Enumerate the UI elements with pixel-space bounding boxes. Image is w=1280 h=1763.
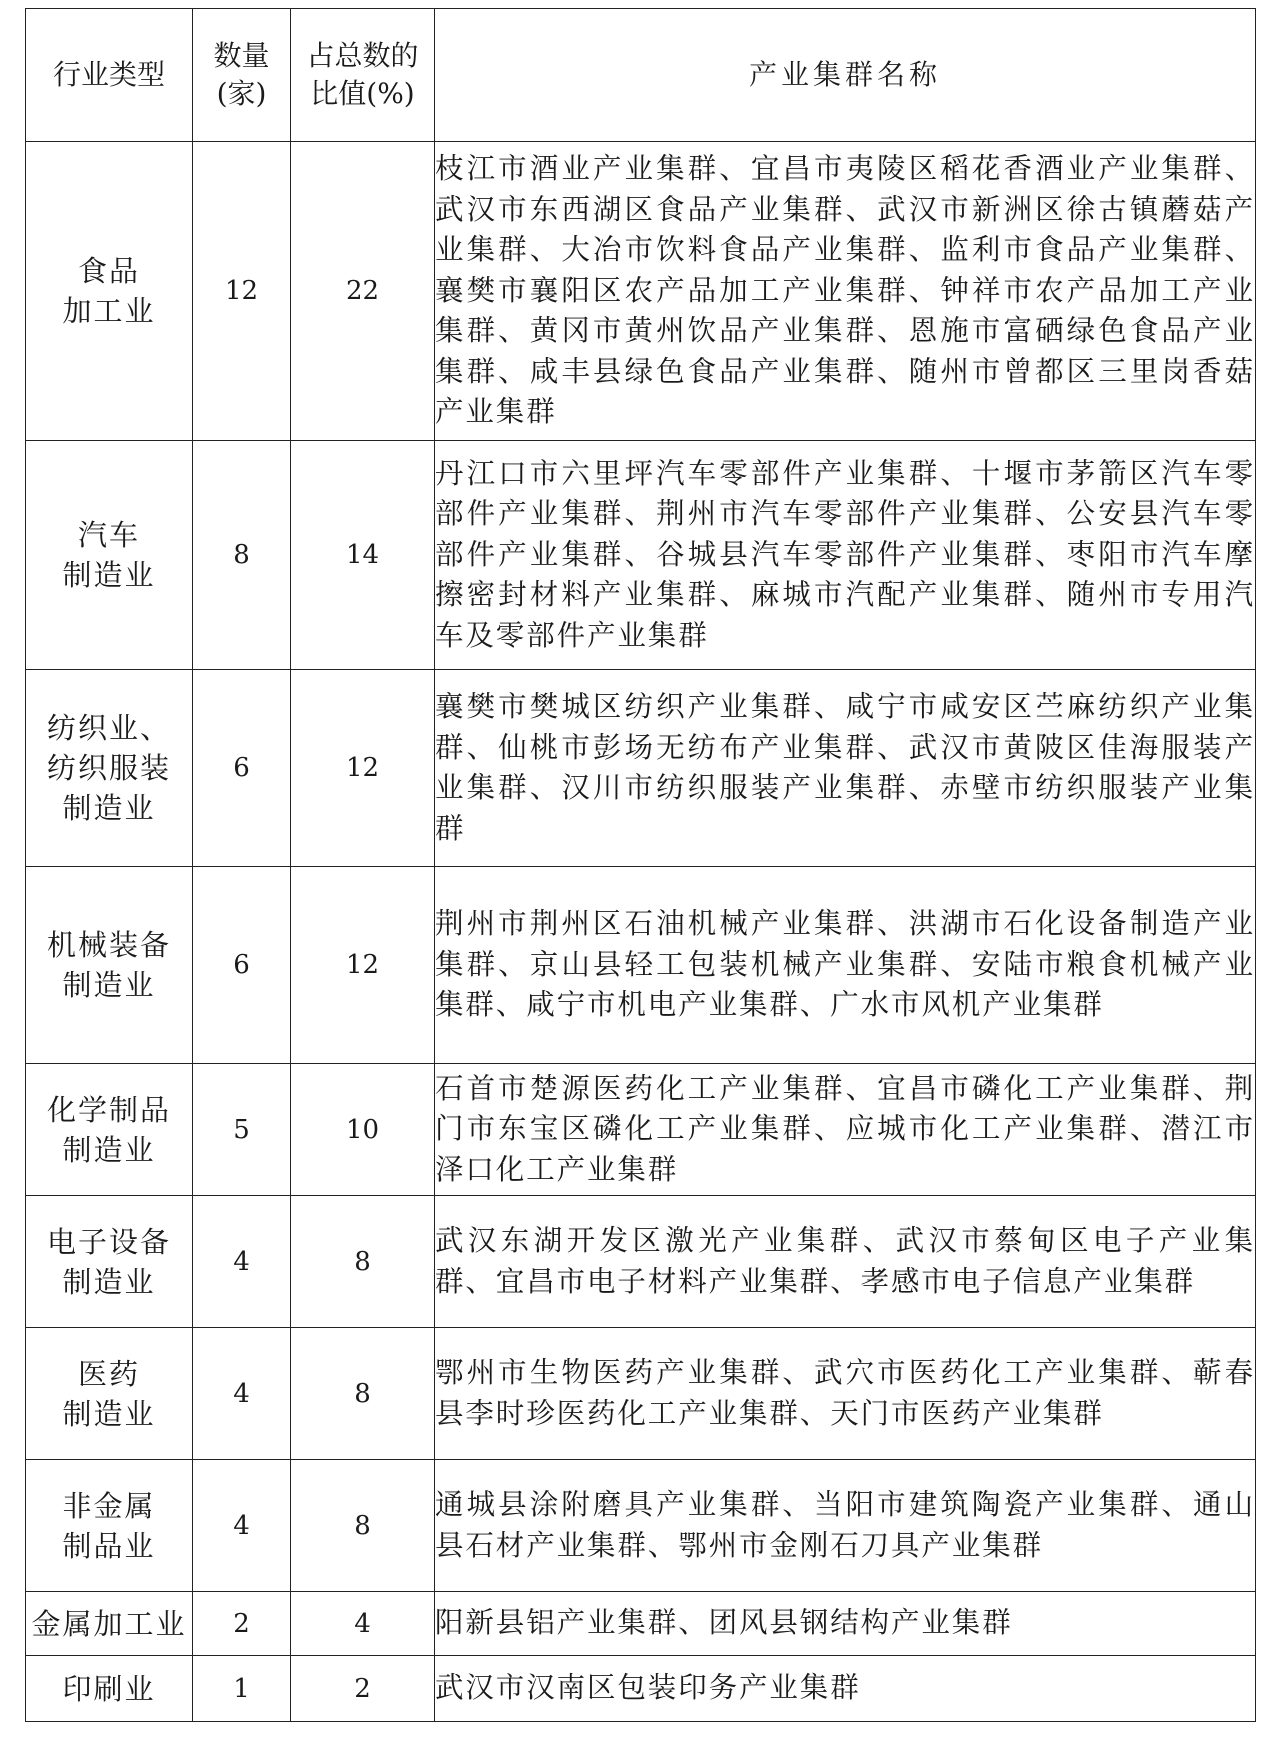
header-row: [26, 9, 1256, 142]
header-industry-type: [26, 9, 193, 142]
industry-type-line: 纺织服装: [46, 751, 171, 785]
industry-type-cell: [26, 1656, 193, 1722]
industry-type-line: 制造业: [62, 1396, 156, 1431]
header-ratio-line2: 比值(%): [310, 77, 415, 110]
table-row: [26, 670, 1256, 867]
ratio-cell: 8: [291, 1328, 435, 1460]
table-row: [26, 441, 1256, 670]
table-row: [26, 867, 1256, 1064]
header-ratio: [291, 9, 435, 142]
cluster-names-cell: 枝江市酒业产业集群、宜昌市夷陵区稻花香酒业产业集群、武汉市东西湖区食品产业集群、武汉市新洲区徐古镇蘑菇产业集群、大冶市饮料食品产业集群、监利市食品产业集群、襄樊市襄阳区农产品加工产业集群、钟祥市农产品加工产业集群、黄冈市黄州饮品产业集群、恩施市富硒绿色食品产业集群、咸丰县绿色食品产业集群、随州市曾都区三里岗香菇产业集群: [435, 142, 1256, 441]
header-count: [193, 9, 291, 142]
industry-type-line: 汽车: [77, 518, 140, 552]
industry-type-line: 机械装备: [46, 928, 171, 962]
industry-type-cell: [26, 670, 193, 867]
industry-type-line: 制造业: [62, 968, 156, 1002]
count-cell: 4: [193, 1460, 291, 1592]
cluster-names-cell: 襄樊市樊城区纺织产业集群、咸宁市咸安区苎麻纺织产业集群、仙桃市彭场无纺布产业集群、武汉市黄陂区佳海服装产业集群、汉川市纺织服装产业集群、赤壁市纺织服装产业集群: [435, 670, 1256, 867]
ratio-cell: 22: [291, 142, 435, 441]
industry-type-line: 制造业: [62, 1132, 156, 1167]
count-cell: 4: [193, 1196, 291, 1328]
ratio-cell: 12: [291, 867, 435, 1064]
industry-type-cell: [26, 1460, 193, 1592]
table-row: [26, 1064, 1256, 1196]
header-cluster-names-label: 产业集群名称: [748, 58, 941, 91]
industry-type-line: 食品: [77, 254, 140, 288]
count-cell: 5: [193, 1064, 291, 1196]
count-cell: 8: [193, 441, 291, 670]
cluster-names-cell: 阳新县铝产业集群、团风县钢结构产业集群: [435, 1592, 1256, 1656]
industry-type-cell: [26, 142, 193, 441]
industry-type-line: 电子设备: [46, 1224, 171, 1259]
industry-type-line: 纺织业、: [46, 711, 171, 745]
ratio-cell: 14: [291, 441, 435, 670]
ratio-cell: 12: [291, 670, 435, 867]
header-count-line1: 数量: [213, 39, 270, 72]
ratio-cell: 2: [291, 1656, 435, 1722]
ratio-cell: 10: [291, 1064, 435, 1196]
industry-type-line: 金属加工业: [31, 1606, 187, 1641]
industry-type-line: 制造业: [62, 1264, 156, 1299]
count-cell: 6: [193, 670, 291, 867]
cluster-names-cell: 武汉市汉南区包装印务产业集群: [435, 1656, 1256, 1722]
industry-type-line: 制品业: [62, 1528, 156, 1563]
industry-cluster-table: [25, 8, 1256, 1722]
industry-type-line: 医药: [77, 1356, 140, 1391]
ratio-cell: 8: [291, 1196, 435, 1328]
header-industry-type-label: 行业类型: [52, 58, 165, 91]
count-cell: 4: [193, 1328, 291, 1460]
table-row: [26, 1328, 1256, 1460]
table-row: [26, 1592, 1256, 1656]
table-body: [26, 142, 1256, 1722]
table-row: [26, 142, 1256, 441]
cluster-names-cell: 鄂州市生物医药产业集群、武穴市医药化工产业集群、蕲春县李时珍医药化工产业集群、天门市医药产业集群: [435, 1328, 1256, 1460]
count-cell: 1: [193, 1656, 291, 1722]
header-count-line2: (家): [216, 77, 267, 110]
industry-type-cell: [26, 1064, 193, 1196]
ratio-cell: 4: [291, 1592, 435, 1656]
cluster-names-cell: 武汉东湖开发区激光产业集群、武汉市蔡甸区电子产业集群、宜昌市电子材料产业集群、孝感市电子信息产业集群: [435, 1196, 1256, 1328]
ratio-cell: 8: [291, 1460, 435, 1592]
industry-type-cell: [26, 1592, 193, 1656]
count-cell: 2: [193, 1592, 291, 1656]
header-ratio-line1: 占总数的: [306, 39, 419, 72]
table-row: [26, 1196, 1256, 1328]
cluster-names-cell: 石首市楚源医药化工产业集群、宜昌市磷化工产业集群、荆门市东宝区磷化工产业集群、应城市化工产业集群、潜江市泽口化工产业集群: [435, 1064, 1256, 1196]
header-cluster-names: [435, 9, 1256, 142]
count-cell: 6: [193, 867, 291, 1064]
table-row: [26, 1460, 1256, 1592]
industry-type-line: 加工业: [62, 294, 156, 328]
cluster-names-cell: 通城县涂附磨具产业集群、当阳市建筑陶瓷产业集群、通山县石材产业集群、鄂州市金刚石刀具产业集群: [435, 1460, 1256, 1592]
industry-type-cell: [26, 1328, 193, 1460]
table-row: [26, 1656, 1256, 1722]
cluster-names-cell: 丹江口市六里坪汽车零部件产业集群、十堰市茅箭区汽车零部件产业集群、荆州市汽车零部件产业集群、公安县汽车零部件产业集群、谷城县汽车零部件产业集群、枣阳市汽车摩擦密封材料产业集群、麻城市汽配产业集群、随州市专用汽车及零部件产业集群: [435, 441, 1256, 670]
industry-type-line: 制造业: [62, 791, 156, 825]
industry-type-line: 非金属: [62, 1488, 156, 1523]
count-cell: 12: [193, 142, 291, 441]
industry-type-cell: [26, 1196, 193, 1328]
industry-type-line: 化学制品: [46, 1092, 171, 1127]
industry-type-cell: [26, 441, 193, 670]
industry-type-line: 制造业: [62, 558, 156, 592]
industry-type-line: 印刷业: [62, 1671, 156, 1706]
industry-type-cell: [26, 867, 193, 1064]
cluster-names-cell: 荆州市荆州区石油机械产业集群、洪湖市石化设备制造产业集群、京山县轻工包装机械产业集群、安陆市粮食机械产业集群、咸宁市机电产业集群、广水市风机产业集群: [435, 867, 1256, 1064]
